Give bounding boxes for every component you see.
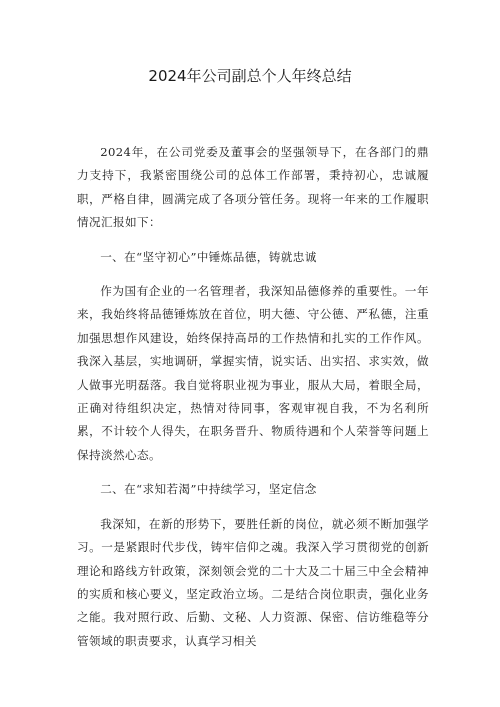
section-body-2: 我深知，在新的形势下，要胜任新的岗位，就必须不断加强学习。一是紧跟时代步伐，铸牢信仰之魂。我深入学习贯彻党的创新理论和路线方针政策，深刻领会党的二十大及二十届三中全会精神的实质和核心要义，坚定政治立场。二是结合岗位职责，强化业务之能。我对照行政、后勤、文秘、人力资源、保密、信访维稳等分管领域的职责要求，认真学习相关	[77, 516, 429, 648]
section-body-1: 作为国有企业的一名管理者，我深知品德修养的重要性。一年来，我始终将品德锤炼放在首位，明大德、守公德、严私德，注重加强思想作风建设，始终保持高昂的工作热情和扎实的工作作风。我深入基层，实地调研，掌握实情，说实话、出实招、求实效，做人做事光明磊落。我自觉将职业视为事业，服从大局，着眼全局，正确对待组织决定，热情对待同事，客观审视自我，不为名利所累，不计较个人得失，在职务晋升、物质待遇和个人荣誉等问题上保持淡然心态。	[77, 284, 429, 462]
intro-paragraph: 2024年，在公司党委及董事会的坚强领导下，在各部门的鼎力支持下，我紧密围绕公司的总体工作部署，秉持初心，忠诚履职，严格自律，圆满完成了各项分管任务。现将一年来的工作履职情况汇报如下：	[77, 145, 429, 230]
section-heading-2: 二、在“求知若渴”中持续学习，坚定信念	[100, 482, 317, 497]
section-heading-1: 一、在“坚守初心”中锤炼品德，铸就忠诚	[100, 249, 317, 264]
document-title: 2024年公司副总个人年终总结	[148, 67, 352, 85]
document-body	[77, 141, 429, 653]
